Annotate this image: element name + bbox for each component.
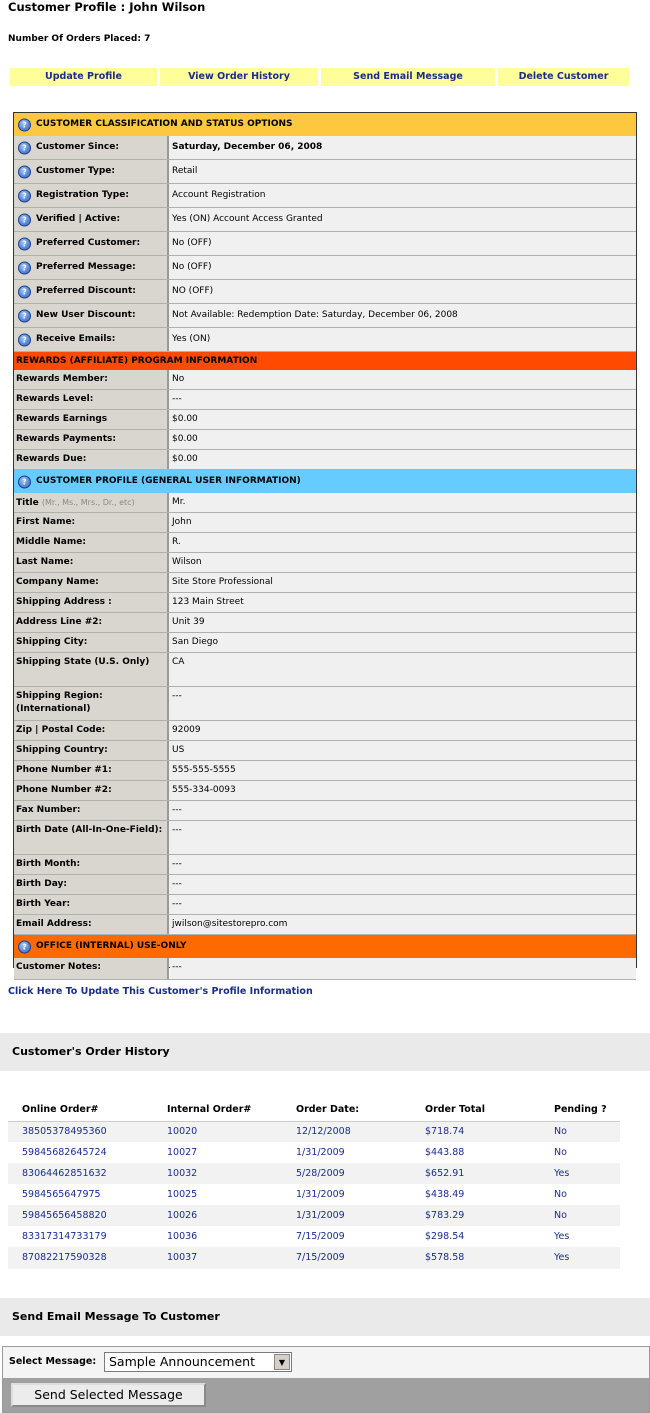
table-cell[interactable]: 83064462851632 <box>22 1168 107 1179</box>
field-label-text: Address Line #2: <box>16 617 103 627</box>
field-label <box>14 613 169 632</box>
field-value: 555-334-0093 <box>170 781 636 800</box>
field-value: San Diego <box>170 633 636 652</box>
table-row[interactable] <box>8 1226 620 1247</box>
field-value: CA <box>170 653 636 686</box>
profile-row <box>14 875 636 895</box>
field-value: Saturday, December 06, 2008 <box>170 136 636 159</box>
field-label-text: Registration Type: <box>36 190 129 200</box>
field-label-text: Middle Name: <box>16 537 86 547</box>
field-label-text: Birth Year: <box>16 899 71 909</box>
table-cell[interactable]: $298.54 <box>425 1231 465 1242</box>
table-cell[interactable]: 10036 <box>167 1231 198 1242</box>
field-value: Retail <box>170 160 636 183</box>
field-label-text: Zip | Postal Code: <box>16 725 106 735</box>
select-message-label: Select Message: <box>9 1356 97 1367</box>
profile-row <box>14 687 636 721</box>
message-select[interactable] <box>104 1352 292 1372</box>
field-value: --- <box>170 958 636 979</box>
field-hint: (Mr., Ms., Mrs., Dr., etc) <box>41 498 135 507</box>
email-form <box>2 1346 650 1413</box>
field-label <box>14 280 169 303</box>
table-cell[interactable]: 1/31/2009 <box>296 1147 345 1158</box>
field-label-text: Preferred Customer: <box>36 238 141 248</box>
table-cell[interactable]: 5984565647975 <box>22 1189 101 1200</box>
table-cell[interactable]: 12/12/2008 <box>296 1126 351 1137</box>
column-header: Internal Order# <box>167 1104 252 1115</box>
field-value: Yes (ON) <box>170 328 636 351</box>
field-label <box>14 958 169 979</box>
field-value: Mr. <box>170 493 636 512</box>
field-value: Site Store Professional <box>170 573 636 592</box>
field-label <box>14 855 169 874</box>
column-header: Pending ? <box>554 1104 607 1115</box>
update-profile-link[interactable]: Click Here To Update This Customer's Profile Information <box>8 986 313 997</box>
help-icon[interactable]: ? <box>18 141 31 154</box>
help-icon[interactable]: ? <box>18 237 31 250</box>
field-label-text: Rewards Payments: <box>16 434 116 444</box>
table-cell[interactable]: 38505378495360 <box>22 1126 107 1137</box>
office-section-header <box>14 935 636 958</box>
profile-row <box>14 450 636 470</box>
field-label <box>14 687 169 720</box>
help-icon[interactable]: ? <box>18 940 31 953</box>
field-value: 555-555-5555 <box>170 761 636 780</box>
field-label-text: Receive Emails: <box>36 334 116 344</box>
table-cell[interactable]: 10025 <box>167 1189 198 1200</box>
profile-row <box>14 208 636 232</box>
table-row[interactable] <box>8 1247 620 1268</box>
column-header: Order Total <box>425 1104 485 1115</box>
field-value: US <box>170 741 636 760</box>
profile-row <box>14 653 636 687</box>
order-history-table <box>8 1097 620 1269</box>
field-label-text: Customer Since: <box>36 142 119 152</box>
field-value: --- <box>170 801 636 820</box>
profile-row <box>14 410 636 430</box>
field-label-text: Preferred Discount: <box>36 286 136 296</box>
profile-row <box>14 160 636 184</box>
field-label-text: Email Address: <box>16 919 92 929</box>
help-icon[interactable]: ? <box>18 213 31 226</box>
table-cell[interactable]: 5/28/2009 <box>296 1168 345 1179</box>
view-order-history-button[interactable]: View Order History <box>160 68 318 86</box>
field-label <box>14 208 169 231</box>
profile-row <box>14 801 636 821</box>
help-icon[interactable]: ? <box>18 118 31 131</box>
field-label-text: New User Discount: <box>36 310 136 320</box>
profile-panel <box>13 112 637 972</box>
field-label <box>14 493 169 512</box>
field-label-text: Company Name: <box>16 577 99 587</box>
field-label <box>14 721 169 740</box>
field-label-text: Shipping Address : <box>16 597 112 607</box>
table-cell[interactable]: No <box>554 1147 567 1158</box>
field-label <box>14 741 169 760</box>
field-label <box>14 761 169 780</box>
table-cell[interactable]: Yes <box>554 1168 570 1179</box>
field-label-text: Rewards Due: <box>16 454 87 464</box>
field-label <box>14 821 169 854</box>
field-label-text: Rewards Member: <box>16 374 108 384</box>
field-label <box>14 328 169 351</box>
table-cell[interactable]: 7/15/2009 <box>296 1252 345 1263</box>
field-label <box>14 633 169 652</box>
profile-row <box>14 390 636 410</box>
table-cell[interactable]: 10027 <box>167 1147 198 1158</box>
table-cell[interactable]: 87082217590328 <box>22 1252 107 1263</box>
field-value: 92009 <box>170 721 636 740</box>
field-label-text: Customer Notes: <box>16 962 101 972</box>
field-value: No (OFF) <box>170 232 636 255</box>
profile-row <box>14 633 636 653</box>
field-label-text: Rewards Earnings <box>16 414 108 424</box>
message-select-value: Sample Announcement <box>109 1354 255 1369</box>
help-icon[interactable]: ? <box>18 475 31 488</box>
field-label-text: Shipping Region: (International) <box>16 691 103 714</box>
field-label <box>14 136 169 159</box>
field-label <box>14 256 169 279</box>
table-cell[interactable]: 59845656458820 <box>22 1210 107 1221</box>
profile-row <box>14 721 636 741</box>
profile-row <box>14 895 636 915</box>
column-header: Order Date: <box>296 1104 360 1115</box>
field-label-text: Customer Type: <box>36 166 115 176</box>
profile-row <box>14 553 636 573</box>
profile-row <box>14 328 636 352</box>
table-cell[interactable]: 1/31/2009 <box>296 1189 345 1200</box>
profile-row <box>14 430 636 450</box>
field-label <box>14 781 169 800</box>
field-value: Account Registration <box>170 184 636 207</box>
help-icon[interactable]: ? <box>18 309 31 322</box>
table-cell[interactable]: $438.49 <box>425 1189 465 1200</box>
profile-row <box>14 593 636 613</box>
help-icon[interactable]: ? <box>18 165 31 178</box>
classification-section-header <box>14 113 636 136</box>
field-value: Wilson <box>170 553 636 572</box>
field-value: No <box>170 370 636 389</box>
table-row[interactable] <box>8 1184 620 1205</box>
field-value: John <box>170 513 636 532</box>
table-cell[interactable]: 10032 <box>167 1168 198 1179</box>
section-title: CUSTOMER CLASSIFICATION AND STATUS OPTIONS <box>36 119 293 129</box>
field-value: --- <box>170 875 636 894</box>
field-label <box>14 430 169 449</box>
field-label-text: Fax Number: <box>16 805 81 815</box>
action-bar <box>10 68 632 86</box>
field-value: --- <box>170 821 636 854</box>
field-value: 123 Main Street <box>170 593 636 612</box>
profile-row <box>14 232 636 256</box>
field-value: R. <box>170 533 636 552</box>
field-value: $0.00 <box>170 410 636 429</box>
table-header <box>8 1097 620 1122</box>
field-label-text: First Name: <box>16 517 76 527</box>
rewards-section-header <box>14 352 636 370</box>
field-label <box>14 160 169 183</box>
send-email-message-button[interactable]: Send Email Message <box>321 68 495 86</box>
page-title: Customer Profile : John Wilson <box>8 0 206 14</box>
table-cell[interactable]: 10037 <box>167 1252 198 1263</box>
field-label-text: Birth Month: <box>16 859 81 869</box>
field-value: --- <box>170 895 636 914</box>
profile-row <box>14 613 636 633</box>
field-value: Not Available: Redemption Date: Saturday, December 06, 2008 <box>170 304 636 327</box>
profile-row <box>14 958 636 980</box>
field-label-text: Phone Number #2: <box>16 785 112 795</box>
section-title: OFFICE (INTERNAL) USE-ONLY <box>36 941 187 951</box>
field-label-text: Birth Day: <box>16 879 67 889</box>
field-value: --- <box>170 855 636 874</box>
field-label <box>14 553 169 572</box>
field-value: $0.00 <box>170 450 636 469</box>
field-label <box>14 370 169 389</box>
table-cell[interactable]: No <box>554 1189 567 1200</box>
field-label <box>14 533 169 552</box>
table-cell[interactable]: $652.91 <box>425 1168 465 1179</box>
field-label <box>14 450 169 469</box>
field-label <box>14 593 169 612</box>
send-selected-message-button[interactable]: Send Selected Message <box>11 1383 206 1407</box>
table-row[interactable] <box>8 1142 620 1163</box>
field-value: NO (OFF) <box>170 280 636 303</box>
field-label-text: Title <box>16 498 39 508</box>
field-value: Yes (ON) Account Access Granted <box>170 208 636 231</box>
profile-row <box>14 370 636 390</box>
table-cell[interactable]: 59845682645724 <box>22 1147 107 1158</box>
table-cell[interactable]: 7/15/2009 <box>296 1231 345 1242</box>
field-label-text: Rewards Level: <box>16 394 94 404</box>
field-value: jwilson@sitestorepro.com <box>170 915 636 934</box>
help-icon[interactable]: ? <box>18 261 31 274</box>
profile-row <box>14 493 636 513</box>
field-label-text: Verified | Active: <box>36 214 121 224</box>
field-label-text: Birth Date (All-In-One-Field): <box>16 825 163 835</box>
table-cell[interactable]: $578.58 <box>425 1252 465 1263</box>
table-cell[interactable]: Yes <box>554 1252 570 1263</box>
table-cell[interactable]: Yes <box>554 1231 570 1242</box>
profile-row <box>14 573 636 593</box>
profile-row <box>14 533 636 553</box>
field-value: Unit 39 <box>170 613 636 632</box>
profile-row <box>14 821 636 855</box>
profile-row <box>14 304 636 328</box>
field-label <box>14 573 169 592</box>
table-cell[interactable]: 83317314733179 <box>22 1231 107 1242</box>
email-heading: Send Email Message To Customer <box>0 1298 650 1336</box>
table-row[interactable] <box>8 1205 620 1226</box>
profile-row <box>14 280 636 304</box>
field-label-text: Preferred Message: <box>36 262 136 272</box>
table-cell[interactable]: $718.74 <box>425 1126 465 1137</box>
order-history-heading: Customer's Order History <box>0 1033 650 1071</box>
profile-row <box>14 184 636 208</box>
table-row[interactable] <box>8 1163 620 1184</box>
profile-row <box>14 136 636 160</box>
update-profile-button[interactable]: Update Profile <box>10 68 157 86</box>
profile-row <box>14 741 636 761</box>
field-label <box>14 875 169 894</box>
field-label <box>14 232 169 255</box>
field-label <box>14 801 169 820</box>
field-label <box>14 410 169 429</box>
section-title: CUSTOMER PROFILE (GENERAL USER INFORMATION) <box>36 476 301 486</box>
field-label <box>14 653 169 686</box>
profile-row <box>14 915 636 935</box>
help-icon[interactable]: ? <box>18 333 31 346</box>
orders-count: Number Of Orders Placed: 7 <box>8 34 151 44</box>
profile-row <box>14 761 636 781</box>
profile-row <box>14 781 636 801</box>
profile-row <box>14 513 636 533</box>
field-label <box>14 513 169 532</box>
table-cell[interactable]: 10020 <box>167 1126 198 1137</box>
field-label <box>14 390 169 409</box>
field-label-text: Last Name: <box>16 557 74 567</box>
field-label-text: Shipping City: <box>16 637 88 647</box>
table-cell[interactable]: 10026 <box>167 1210 198 1221</box>
help-icon[interactable]: ? <box>18 285 31 298</box>
field-label <box>14 304 169 327</box>
profile-row <box>14 855 636 875</box>
field-label <box>14 915 169 934</box>
chevron-down-icon[interactable]: ▼ <box>274 1354 290 1370</box>
field-label <box>14 895 169 914</box>
table-row[interactable] <box>8 1121 620 1142</box>
field-value: --- <box>170 390 636 409</box>
help-icon[interactable]: ? <box>18 189 31 202</box>
delete-customer-button[interactable]: Delete Customer <box>498 68 629 86</box>
field-label <box>14 184 169 207</box>
table-cell[interactable]: 1/31/2009 <box>296 1210 345 1221</box>
field-value: --- <box>170 687 636 720</box>
table-cell[interactable]: No <box>554 1210 567 1221</box>
field-label-text: Phone Number #1: <box>16 765 112 775</box>
section-title: REWARDS (AFFILIATE) PROGRAM INFORMATION <box>16 356 258 366</box>
field-value: $0.00 <box>170 430 636 449</box>
table-cell[interactable]: $783.29 <box>425 1210 465 1221</box>
table-cell[interactable]: No <box>554 1126 567 1137</box>
column-header: Online Order# <box>22 1104 99 1115</box>
profile-section-header <box>14 470 636 493</box>
field-label-text: Shipping Country: <box>16 745 108 755</box>
table-cell[interactable]: $443.88 <box>425 1147 465 1158</box>
profile-row <box>14 256 636 280</box>
email-button-bar <box>3 1378 649 1412</box>
field-value: No (OFF) <box>170 256 636 279</box>
field-label-text: Shipping State (U.S. Only) <box>16 657 150 667</box>
